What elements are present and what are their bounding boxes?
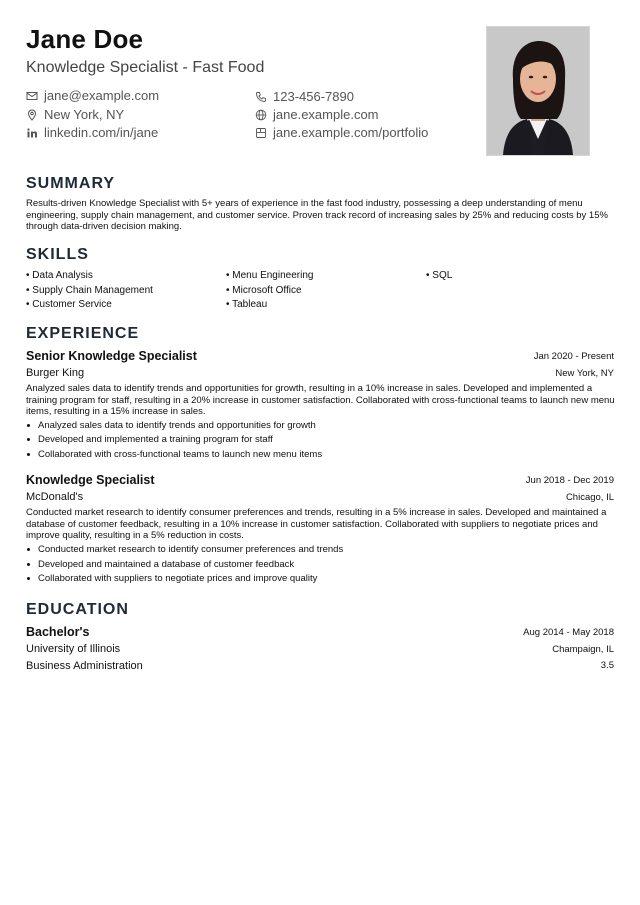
job-bullet: Collaborated with cross-functional teams to launch new menu items	[26, 449, 322, 460]
linkedin-icon	[26, 127, 38, 139]
skill-item: • Tableau	[226, 299, 268, 310]
skills-heading: SKILLS	[26, 246, 89, 263]
job-title: Senior Knowledge Specialist	[26, 349, 197, 363]
job-location: New York, NY	[555, 368, 614, 379]
summary-heading: SUMMARY	[26, 175, 116, 192]
contact-phone[interactable]	[255, 89, 354, 104]
contact-location	[26, 107, 124, 122]
education-school: University of Illinois	[26, 643, 121, 655]
contact-email[interactable]	[26, 88, 159, 103]
candidate-name: Jane Doe	[26, 24, 144, 54]
skill-item: • Menu Engineering	[226, 270, 314, 281]
job-location: Chicago, IL	[565, 492, 614, 503]
job-description: Conducted market research to identify consumer preferences and trends, resulting in a 5% increase in sales. Developed and maintained a database of customer feedback, resulting in a 10% increase in customer satisfaction. Collaborated with suppliers to negotiate prices and improve quality, resulting in a 5% reduction in costs.	[26, 507, 607, 541]
job-title: Knowledge Specialist	[26, 473, 155, 487]
contact-website[interactable]	[255, 107, 379, 122]
candidate-title: Knowledge Specialist - Fast Food	[26, 59, 265, 76]
education-gpa: 3.5	[600, 660, 614, 671]
mail-icon	[26, 90, 38, 102]
job-bullet: Developed and implemented a training program for staff	[26, 434, 273, 445]
phone-text: 123-456-7890	[273, 89, 354, 104]
job-dates: Jan 2020 - Present	[533, 351, 614, 362]
globe-icon	[255, 109, 267, 121]
education-dates: Aug 2014 - May 2018	[523, 627, 614, 638]
job-company: Burger King	[26, 367, 85, 379]
job-bullet: Analyzed sales data to identify trends and opportunities for growth	[26, 420, 316, 431]
job-dates: Jun 2018 - Dec 2019	[525, 475, 614, 486]
job-bullet: Developed and maintained a database of customer feedback	[26, 559, 294, 570]
job-bullet: Conducted market research to identify consumer preferences and trends	[26, 544, 343, 555]
job-company: McDonald's	[26, 491, 84, 503]
skill-item: • SQL	[426, 270, 453, 281]
email-text: jane@example.com	[44, 88, 160, 103]
portfolio-text: jane.example.com/portfolio	[273, 125, 429, 140]
summary-text: Results-driven Knowledge Specialist with 5+ years of experience in the fast food industry, possessing a deep understanding of menu engineering, supply chain management, and customer service. Proven track record of increasing sales by 25% and reducing costs by 15% through data-driven decision making.	[26, 198, 608, 232]
contact-linkedin[interactable]	[26, 125, 158, 140]
portfolio-icon	[255, 127, 267, 139]
contact-portfolio[interactable]	[255, 125, 428, 140]
job-description: Analyzed sales data to identify trends and opportunities for growth, resulting in a 10% increase in sales. Developed and implemented a training program for staff, resulting in a 20% increase in customer satisfaction. Collaborated with cross-functional teams to launch new menu items, resulting in a 15% increase in sales.	[26, 383, 615, 417]
education-field: Business Administration	[26, 660, 143, 672]
website-text: jane.example.com	[273, 107, 379, 122]
experience-heading: EXPERIENCE	[26, 325, 140, 342]
location-text: New York, NY	[44, 107, 125, 122]
linkedin-text: linkedin.com/in/jane	[44, 125, 159, 140]
job-bullet: Collaborated with suppliers to negotiate prices and improve quality	[26, 573, 317, 584]
education-degree: Bachelor's	[26, 625, 90, 639]
education-heading: EDUCATION	[26, 601, 129, 618]
skill-item: • Supply Chain Management	[26, 285, 153, 296]
skill-item: • Customer Service	[26, 299, 112, 310]
skill-item: • Data Analysis	[26, 270, 93, 281]
skill-item: • Microsoft Office	[226, 285, 302, 296]
profile-photo	[486, 26, 590, 156]
map-pin-icon	[26, 109, 38, 121]
education-location: Champaign, IL	[552, 644, 614, 655]
phone-icon	[255, 91, 267, 103]
